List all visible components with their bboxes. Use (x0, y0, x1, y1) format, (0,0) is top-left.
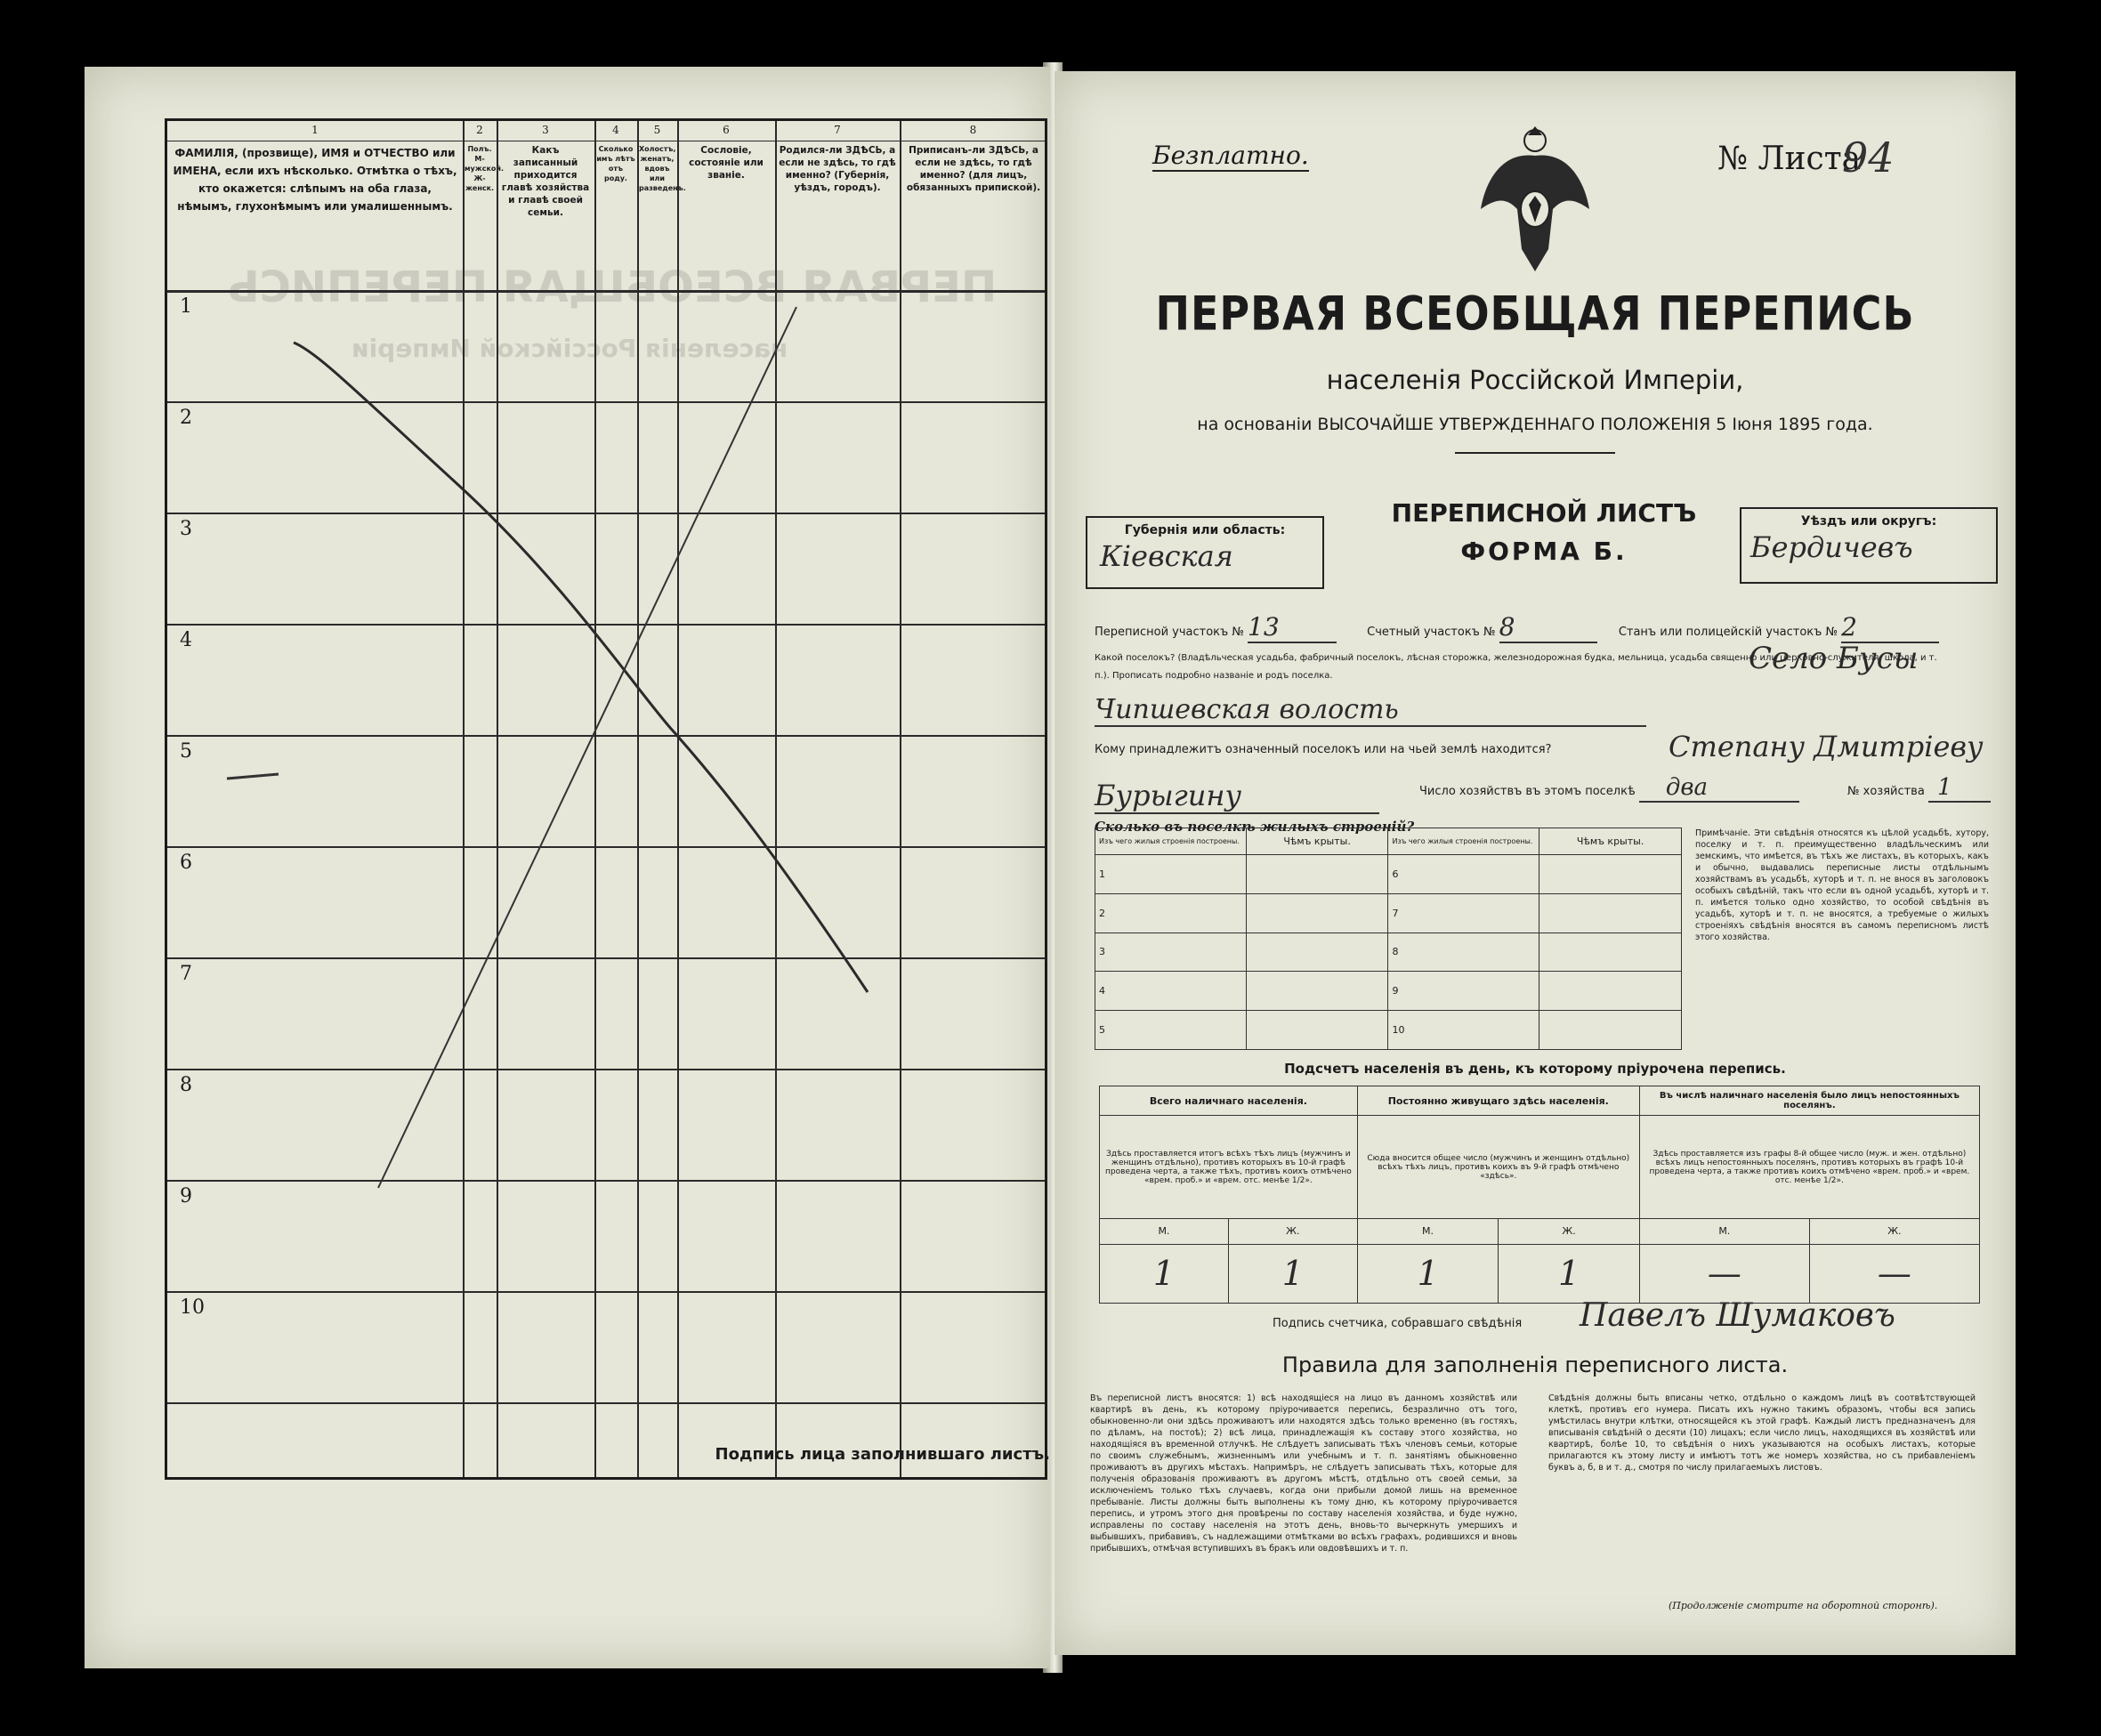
enumerator-signature: Павелъ Шумаковъ (1580, 1297, 1895, 1334)
buildings-row: 10 (1388, 1011, 1539, 1050)
header-sex: Полъ. М-мужской. Ж-женск. (465, 145, 505, 192)
summary-permanent-header: Постоянно живущаго здѣсь населенія. (1357, 1086, 1639, 1116)
form-title-line-2: ФОРМА Б. (1460, 537, 1628, 566)
header-marital: Холостъ, женатъ, вдовъ или разведенъ. (639, 145, 686, 192)
owner-value: Степану Дмитріеву (1669, 730, 1984, 763)
summary-nonresident-text: Здѣсь проставляется изъ графы 8-й общее число (муж. и жен. отдѣльно) всѣхъ лицъ непостоянныхъ поселянъ, противъ которыхъ въ графѣ 10-й проведена черта, а также противъ коихъ отмѣчено «врем. проб.» и «врем. отс. менѣе 1/2». (1639, 1116, 1979, 1219)
buildings-row: 1 (1095, 855, 1247, 894)
enumerator-label: Подпись счетчика, собравшаго свѣдѣнія (1273, 1317, 1523, 1330)
form-title-line-1: ПЕРЕПИСНОЙ ЛИСТЪ (1391, 498, 1697, 528)
col-number-5: 5 (653, 124, 661, 136)
settlement-value-2: Чипшевская волость (1095, 694, 1646, 727)
buildings-row: 9 (1388, 972, 1539, 1011)
buildings-remark: Примѣчаніе. Эти свѣдѣнія относятся къ цѣлой усадьбѣ, хутору, поселку и т. п. преимущественно владѣльческимъ или земскимъ, что имѣется, въ тѣхъ же листахъ, въ которыхъ, какъ и обычно, выдавались переписные листы отдѣльнымъ хозяйствамъ въ усадьбѣ, хуторѣ и т. п. не внося въ заголовокъ особыхъ свѣдѣній, такъ что если въ одной усадьбѣ, хуторѣ и т. п. имѣется только одно хозяйство, то особой свѣдѣнія въ усадьбѣ, хуторѣ и т. п. не вносятся, а требуемые о жилыхъ строеніяхъ свѣдѣнія вносятся въ самомъ переписномъ листѣ этого хозяйства. (1695, 828, 1989, 942)
district-box (1740, 507, 1998, 584)
summary-col-zh: Ж. (1228, 1219, 1357, 1245)
buildings-table (1095, 828, 1682, 1050)
free-label: Безплатно. (1152, 141, 1309, 170)
buildings-header-roof-2: Чѣмъ крыты. (1539, 828, 1682, 855)
rules-right-column: Свѣдѣнія должны быть вписаны четко, отдѣльно о каждомъ лицѣ въ соотвѣтствующей клеткѣ, противъ его нумера. Писать ихъ нужно такимъ образомъ, чтобы вся запись умѣстилась внутри клѣтки, относящейся къ этой графѣ. Каждый листъ предназначенъ для вписыванія свѣдѣній о десяти (10) лицахъ; если число лицъ, находящихся въ хозяйствѣ или квартирѣ, болѣе 10, то свѣдѣнія о нихъ указываются на особыхъ листахъ, которые прилагаются къ этому листу и имѣютъ тотъ же номеръ хозяйства, но съ прибавленіемъ буквъ а, б, в и т. д., смотря по числу прилагаемыхъ листовъ. (1548, 1393, 1976, 1473)
counting-area-value: 8 (1499, 612, 1597, 643)
stan-label: Станъ или полицейскій участокъ № (1618, 626, 1838, 639)
row-number-9: 9 (180, 1185, 192, 1207)
summary-col-m: М. (1357, 1219, 1499, 1245)
buildings-row: 4 (1095, 972, 1247, 1011)
row-number-6: 6 (180, 852, 192, 874)
settlement-label: Какой поселокъ? (Владѣльческая усадьба, фабричный поселокъ, лѣсная сторожка, железнодорожная будка, мельница, усадьба священно или церковно-служителя, школа, и т. п.). Прописать подробно названіе и родъ поселка. (1095, 653, 1937, 681)
rules-left-column: Въ переписной листъ вносятся: 1) всѣ находящіеся на лицо въ данномъ хозяйствѣ или квартирѣ въ день, къ которому пріурочивается перепись, безразлично отъ того, обыкновенно-ли они здѣсь проживаютъ или находятся здѣсь только временно (въ гостяхъ, по дѣламъ, на постоѣ); 2) всѣ лица, принадлежащія къ составу этого хозяйства, но находящіяся въ временной отлучкѣ. Не слѣдуетъ записывать тѣхъ членовъ семьи, которые по своимъ служебнымъ, жизненнымъ или учебнымъ и т. п. занятіямъ обыкновенно проживаютъ въ другихъ мѣстахъ. Напримѣръ, не слѣдуетъ записывать тѣхъ, которые для полученія образованія проживаютъ въ другомъ мѣстѣ, отдѣльно отъ своей семьи, за исключеніемъ только тѣхъ случаевъ, когда они прибыли домой лишь на временное пребываніе. Листы должны быть выполнены къ тому дню, къ которому пріурочивается перепись, и утромъ этого дня провѣрены по составу населенія хозяйства, и буде нужно, исправлены по составу населенія на этотъ день, вновь-то вычеркнуть умершихъ и выбывшихъ, прибавивъ, съ надлежащими отмѣтками во всѣхъ графахъ, родившихся и вновь прибывшихъ, отмѣчая вступившихъ въ бракъ или овдовѣвшихъ и т. п. (1090, 1393, 1517, 1554)
row-number-5: 5 (180, 740, 192, 763)
buildings-row: 8 (1388, 933, 1539, 972)
province-value: Кіевская (1100, 539, 1233, 573)
sheet-number-label: № Листа (1717, 141, 1862, 177)
col-number-6: 6 (723, 124, 730, 136)
district-label: Уѣздъ или округъ: (1800, 514, 1937, 529)
row-number-10: 10 (180, 1296, 205, 1319)
household-no-value: 1 (1928, 774, 1991, 803)
subtitle: населенія Россійской Имперіи, (1326, 365, 1744, 395)
summary-value: 1 (1228, 1244, 1357, 1303)
summary-present-header: Всего наличнаго населенія. (1100, 1086, 1358, 1116)
district-value: Бердичевъ (1750, 530, 1913, 564)
summary-col-m: М. (1639, 1219, 1809, 1245)
province-label: Губернія или область: (1124, 523, 1286, 537)
col-number-4: 4 (612, 124, 619, 136)
form-title (1357, 498, 1731, 566)
col-number-7: 7 (834, 124, 841, 136)
row-number-8: 8 (180, 1074, 192, 1096)
summary-value: 1 (1499, 1244, 1640, 1303)
summary-present-text: Здѣсь проставляется итогъ всѣхъ тѣхъ лицъ (мужчинъ и женщинъ отдѣльно), противъ которыхъ въ 10-й графѣ проведена черта, а также тѣхъ, противъ коихъ отмѣчено «врем. проб.» и «врем. отс. менѣе 1/2». (1100, 1116, 1358, 1219)
owner-value-2: Бурыгину (1095, 779, 1379, 814)
right-page (1055, 71, 2016, 1655)
census-area-label: Переписной участокъ № (1095, 626, 1244, 639)
settlement-value: Село Бусы (1749, 641, 1919, 676)
header-birthplace: Родился-ли ЗДѢСЬ, а если не здѣсь, то гдѣ именно? (Губернія, уѣздъ, городъ). (779, 145, 896, 193)
row-number-1: 1 (180, 295, 192, 318)
rules-continued: (Продолженіе смотрите на оборотной сторонѣ). (1669, 1600, 1938, 1611)
rules-title: Правила для заполненія переписного листа. (1281, 1352, 1789, 1377)
row-number-3: 3 (180, 518, 192, 540)
left-signature-label: Подпись лица заполнившаго листъ. (715, 1445, 1050, 1464)
header-estate: Сословіе, состояніе или званіе. (689, 145, 764, 181)
stan-value: 2 (1841, 612, 1939, 643)
buildings-row: 5 (1095, 1011, 1247, 1050)
bleed-through-title: ПЕРВАЯ ВСЕОБЩАЯ ПЕРЕПИСЬ (227, 262, 998, 312)
sheet-number-handwritten: 94 (1842, 133, 1895, 182)
households-line (1419, 774, 1991, 803)
census-person-table (165, 118, 1047, 1480)
province-box (1086, 516, 1324, 589)
summary-value: — (1809, 1244, 1979, 1303)
col-number-8: 8 (969, 124, 977, 136)
buildings-row: 6 (1388, 855, 1539, 894)
bleed-through-subtitle: населенія Россійской Имперіи (352, 334, 788, 363)
header-name: ФАМИЛІЯ, (прозвище), ИМЯ и ОТЧЕСТВО или ИМЕНА, если ихъ нѣсколько. Отмѣтка о тѣхъ, кто окажется: слѣпымъ на оба глаза, нѣмымъ, глухонѣмымъ или умалишеннымъ. (173, 147, 457, 213)
col-number-3: 3 (542, 124, 549, 136)
header-relation: Какъ записанный приходится главѣ хозяйства и главѣ своей семьи. (501, 145, 590, 218)
household-no-label: № хозяйства (1846, 785, 1925, 798)
households-label: Число хозяйствъ въ этомъ поселкѣ (1419, 785, 1636, 798)
legal-basis: на основаніи ВЫСОЧАЙШЕ УТВЕРЖДЕННАГО ПОЛОЖЕНІЯ 5 Іюня 1895 года. (1197, 415, 1873, 434)
summary-title: Подсчетъ населенія въ день, къ которому пріурочена перепись. (1284, 1061, 1786, 1077)
summary-col-m: М. (1100, 1219, 1229, 1245)
header-registration: Приписанъ-ли ЗДѢСЬ, а если не здѣсь, то гдѣ именно? (для лицъ, обязанныхъ припиской). (906, 145, 1041, 193)
row-number-4: 4 (180, 629, 192, 651)
left-page (85, 67, 1050, 1668)
summary-nonresident-header: Въ числѣ наличнаго населенія было лицъ непостоянныхъ поселянъ. (1639, 1086, 1979, 1116)
row-number-7: 7 (180, 963, 192, 985)
col-number-2: 2 (476, 124, 483, 136)
area-line (1095, 612, 1939, 643)
summary-col-zh: Ж. (1499, 1219, 1640, 1245)
header-age: Сколько имъ лѣтъ отъ роду. (596, 145, 635, 182)
row-number-2: 2 (180, 407, 192, 429)
summary-value: 1 (1100, 1244, 1229, 1303)
census-area-value: 13 (1248, 612, 1337, 643)
summary-permanent-text: Сюда вносится общее число (мужчинъ и женщинъ отдѣльно) всѣхъ тѣхъ лицъ, противъ коихъ въ 9-й графѣ отмѣчено «здѣсь». (1357, 1116, 1639, 1219)
buildings-row: 2 (1095, 893, 1247, 933)
buildings-header-roof-1: Чѣмъ крыты. (1246, 828, 1388, 855)
buildings-header-material-2: Изъ чего жилыя строенія построены. (1388, 828, 1539, 855)
summary-value: — (1639, 1244, 1809, 1303)
summary-col-zh: Ж. (1809, 1219, 1979, 1245)
counting-area-label: Счетный участокъ № (1367, 626, 1496, 639)
buildings-label: Сколько въ поселкѣ жилыхъ строеній? (1095, 819, 1415, 835)
buildings-row: 7 (1388, 893, 1539, 933)
imperial-eagle-emblem (1477, 125, 1593, 276)
col-number-1: 1 (311, 124, 319, 136)
population-summary-table (1099, 1086, 1980, 1304)
buildings-row: 3 (1095, 933, 1247, 972)
title-divider (1455, 452, 1615, 454)
households-value: два (1639, 774, 1799, 803)
summary-value: 1 (1357, 1244, 1499, 1303)
buildings-header-material-1: Изъ чего жилыя строенія построены. (1095, 828, 1247, 855)
main-title: ПЕРВАЯ ВСЕОБЩАЯ ПЕРЕПИСЬ (1155, 285, 1915, 342)
owner-label: Кому принадлежитъ означенный поселокъ или на чьей землѣ находится? (1095, 743, 1552, 756)
